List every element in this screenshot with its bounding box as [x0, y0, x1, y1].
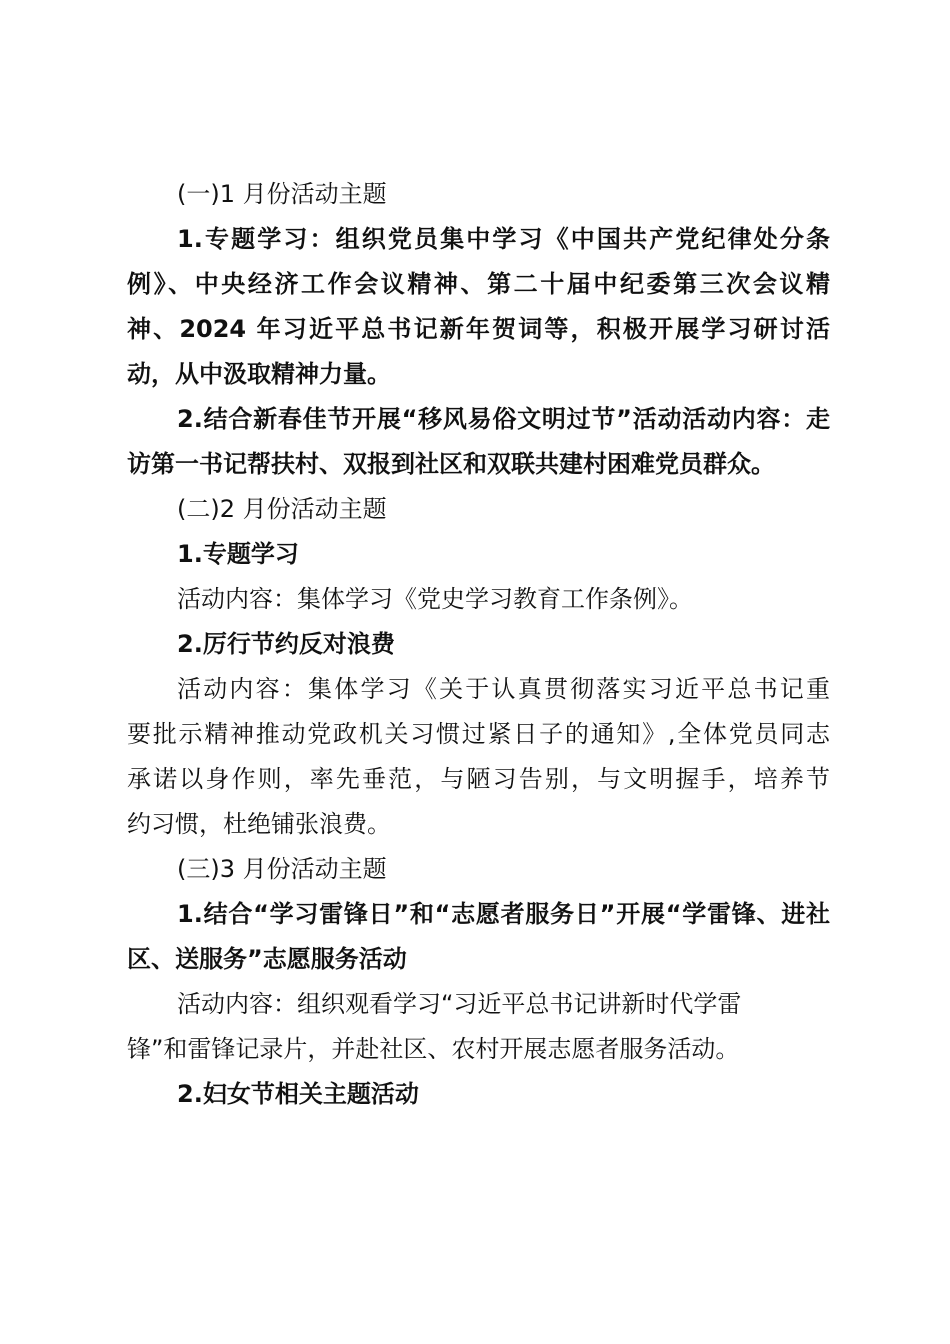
section-heading-january: (一)1 月份活动主题: [177, 180, 387, 208]
sub-heading: 1.结合“学习雷锋日”和“志愿者服务日”开展“学雷锋、进社: [177, 900, 830, 928]
paragraph-line: 1.专题学习：组织党员集中学习《中国共产党纪律处分条: [177, 225, 830, 253]
sub-heading: 区、送服务”志愿服务活动: [127, 945, 407, 973]
paragraph-line: 动，从中汲取精神力量。: [127, 360, 391, 388]
paragraph-line: 例》、中央经济工作会议精神、第二十届中纪委第三次会议精: [127, 270, 830, 298]
section-heading-march: (三)3 月份活动主题: [177, 855, 387, 883]
sub-heading: 2.妇女节相关主题活动: [177, 1080, 419, 1108]
document-body: [127, 172, 830, 1117]
paragraph-line: 约习惯，杜绝铺张浪费。: [127, 810, 391, 838]
paragraph-line: 神、2024 年习近平总书记新年贺词等，积极开展学习研讨活: [127, 315, 830, 343]
paragraph-line: 要批示精神推动党政机关习惯过紧日子的通知》,全体党员同志: [127, 720, 830, 748]
paragraph-line: 锋”和雷锋记录片，并赴社区、农村开展志愿者服务活动。: [127, 1035, 740, 1063]
paragraph-line: 活动内容：组织观看学习“习近平总书记讲新时代学雷: [177, 990, 742, 1018]
sub-heading: 2.厉行节约反对浪费: [177, 630, 395, 658]
paragraph-line: 访第一书记帮扶村、双报到社区和双联共建村困难党员群众。: [127, 450, 775, 478]
paragraph-line: 承诺以身作则，率先垂范，与陋习告别，与文明握手，培养节: [127, 765, 830, 793]
paragraph-line: 2.结合新春佳节开展“移风易俗文明过节”活动活动内容：走: [177, 405, 830, 433]
paragraph-line: 活动内容：集体学习《关于认真贯彻落实习近平总书记重: [177, 675, 830, 703]
sub-heading: 1.专题学习: [177, 540, 299, 568]
section-heading-february: (二)2 月份活动主题: [177, 495, 387, 523]
paragraph-line: 活动内容：集体学习《党史学习教育工作条例》。: [177, 585, 693, 613]
